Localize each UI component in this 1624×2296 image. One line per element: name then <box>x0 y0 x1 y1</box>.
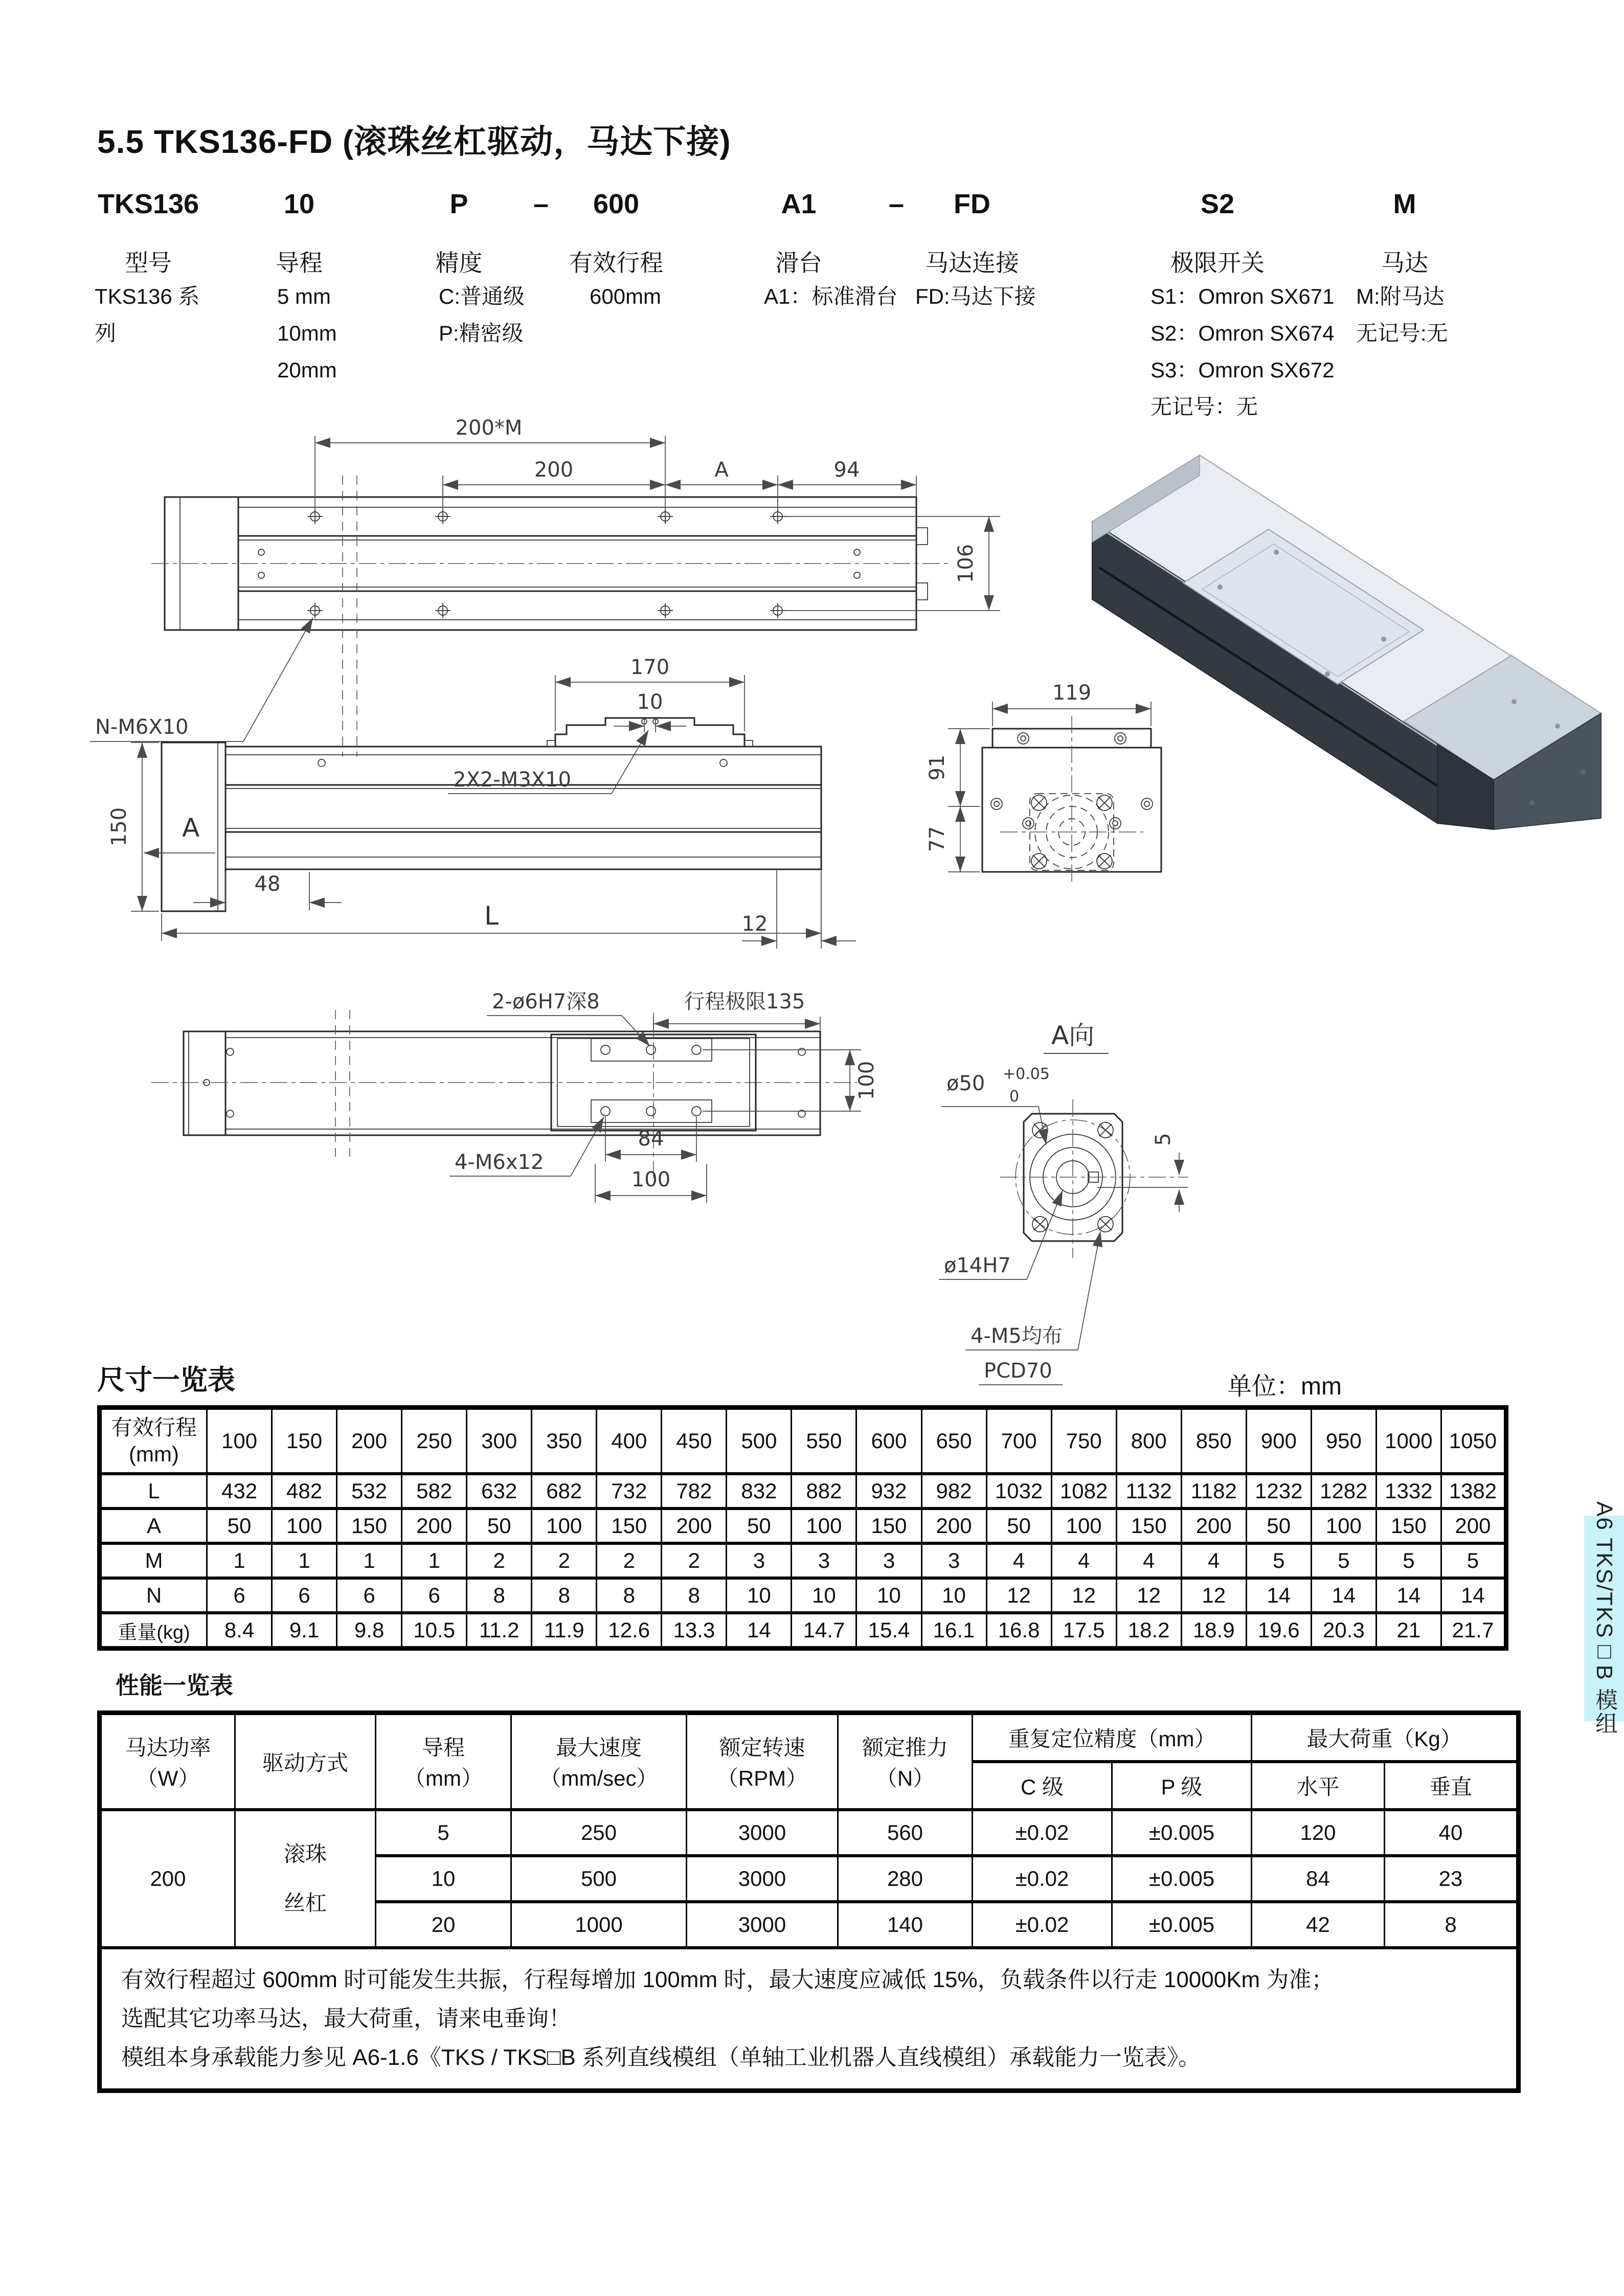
page-title <box>97 116 731 163</box>
perf-cell: 84 <box>1252 1856 1385 1902</box>
stroke-header-cell: 1050 <box>1441 1408 1506 1474</box>
dim-cell: 6 <box>272 1578 337 1613</box>
perf-cell: 500 <box>511 1856 687 1902</box>
code-options <box>1356 278 1453 352</box>
dim-table-row-N <box>100 1578 1506 1613</box>
code-value: 600 <box>593 189 640 219</box>
product-3d-render <box>1092 455 1601 829</box>
perf-h-horizontal: 水平 <box>1252 1762 1385 1810</box>
model-code-col-lead <box>266 188 337 389</box>
code-option: M:附马达 <box>1356 284 1445 308</box>
perf-drive-l1: 滚珠 <box>283 1842 327 1866</box>
section-side-tab <box>1584 1501 1624 1736</box>
dim-cell: 1032 <box>986 1474 1051 1509</box>
stroke-header-cell: 850 <box>1181 1408 1246 1474</box>
dim-cell: 6 <box>402 1578 467 1613</box>
dim-cell: 10 <box>856 1578 921 1613</box>
dim-cell: 16.8 <box>986 1613 1051 1649</box>
code-option: S1：Omron SX671 <box>1151 284 1335 308</box>
dim-cell: 1 <box>337 1543 402 1578</box>
model-code-col-stroke <box>565 188 667 315</box>
perf-notes-cell <box>100 1948 1519 2091</box>
perf-row-1 <box>100 1810 1519 1856</box>
stroke-header-cell: 150 <box>272 1408 337 1474</box>
dim-cell: 882 <box>792 1474 856 1509</box>
dim-cell: 12.6 <box>597 1613 662 1649</box>
dim-cell: 1 <box>402 1543 467 1578</box>
model-code-col-model <box>95 188 202 352</box>
code-value: A1 <box>781 189 817 219</box>
label-n-m6x10: N-M6X10 <box>95 715 189 739</box>
dim-cell: 9.8 <box>337 1613 402 1649</box>
dim-cell: 1332 <box>1376 1474 1441 1509</box>
dim-cell: 1082 <box>1051 1474 1116 1509</box>
dim-cell: 150 <box>856 1509 921 1543</box>
dim-119: 119 <box>1052 681 1092 705</box>
dim-cell: 150 <box>1116 1509 1181 1543</box>
perf-h-vertical: 垂直 <box>1385 1762 1519 1810</box>
dim-cell: 19.6 <box>1246 1613 1311 1649</box>
dim-cell: 100 <box>1051 1509 1116 1543</box>
dim-a: A <box>714 458 729 482</box>
row-label: 重量(kg) <box>100 1613 207 1649</box>
perf-note-line: 模组本身承载能力参见 A6-1.6《TKS / TKS□B 系列直线模组（单轴工业机器人直线模组）承载能力一览表》。 <box>121 2045 1201 2070</box>
perf-drive-type <box>235 1810 376 1948</box>
dim-cell: 150 <box>1376 1509 1441 1543</box>
code-option: TKS136 系列 <box>95 284 200 345</box>
dim-cell: 14 <box>1311 1578 1376 1613</box>
dim-cell: 4 <box>1181 1543 1246 1578</box>
dim-cell: 1132 <box>1116 1474 1181 1509</box>
code-option: 无记号：无 <box>1151 395 1258 419</box>
perf-cell: ±0.02 <box>973 1856 1112 1902</box>
a-view-title: A向 <box>1051 1021 1095 1050</box>
dim-cell: 18.9 <box>1181 1613 1246 1649</box>
perf-cell: 23 <box>1385 1856 1519 1902</box>
dim-cell: 3 <box>856 1543 921 1578</box>
perf-motor-power: 200 <box>100 1810 235 1948</box>
drawing-a-view <box>939 1021 1188 1385</box>
perf-cell: 42 <box>1252 1902 1385 1948</box>
perf-cell: 8 <box>1385 1902 1519 1948</box>
stroke-header-cell: 350 <box>532 1408 597 1474</box>
dim-cell: 2 <box>467 1543 532 1578</box>
code-value: TKS136 <box>97 189 199 219</box>
label-2-o6h7: 2-ø6H7深8 <box>492 990 600 1014</box>
dim-cell: 732 <box>597 1474 662 1509</box>
stroke-header-cell: 800 <box>1116 1408 1181 1474</box>
perf-h-speed <box>511 1713 687 1810</box>
code-options <box>430 278 525 352</box>
dim-cell: 200 <box>921 1509 986 1543</box>
dim-table-row-L <box>100 1474 1506 1509</box>
dim-cell: 8 <box>467 1578 532 1613</box>
dim-12: 12 <box>741 912 768 936</box>
stroke-header-cell: 450 <box>662 1408 727 1474</box>
dim-cell: 1282 <box>1311 1474 1376 1509</box>
perf-h-thrust-l1: 额定推力 <box>862 1736 948 1760</box>
stroke-header-cell: 400 <box>597 1408 662 1474</box>
row-label: M <box>100 1543 207 1578</box>
perf-cell: 20 <box>376 1902 511 1948</box>
code-option: 20mm <box>277 358 337 382</box>
code-value: S2 <box>1200 189 1235 219</box>
perf-cell: 10 <box>376 1856 511 1902</box>
perf-cell: 3000 <box>687 1810 838 1856</box>
code-option: FD:马达下接 <box>915 284 1036 308</box>
perf-table-title: 性能一览表 <box>116 1672 233 1699</box>
perf-cell: 560 <box>838 1810 973 1856</box>
code-option: 10mm <box>277 321 337 345</box>
dim-table-row-M <box>100 1543 1506 1578</box>
perf-cell: 140 <box>838 1902 973 1948</box>
code-option: C:普通级 <box>439 284 525 308</box>
dim-cell: 50 <box>1246 1509 1311 1543</box>
perf-cell: 3000 <box>687 1856 838 1902</box>
stroke-header-cell: 600 <box>856 1408 921 1474</box>
code-option: 无记号:无 <box>1356 321 1448 345</box>
dim-cell: 11.2 <box>467 1613 532 1649</box>
dim-cell: 9.1 <box>272 1613 337 1649</box>
dim-77: 77 <box>926 826 949 852</box>
dim-cell: 1382 <box>1441 1474 1506 1509</box>
perf-h-repeat: 重复定位精度（mm） <box>973 1713 1252 1762</box>
perf-notes-row <box>100 1948 1519 2091</box>
dimension-table <box>97 1405 1508 1651</box>
dim-cell: 1182 <box>1181 1474 1246 1509</box>
dim-200m: 200*M <box>455 416 523 440</box>
stroke-header-cell: 200 <box>337 1408 402 1474</box>
perf-h-rpm-l1: 额定转速 <box>719 1736 805 1760</box>
stroke-header-cell: 1000 <box>1376 1408 1441 1474</box>
dim-cell: 50 <box>727 1509 792 1543</box>
dim-cell: 50 <box>986 1509 1051 1543</box>
dim-cell: 200 <box>1441 1509 1506 1543</box>
dim-cell: 100 <box>272 1509 337 1543</box>
dim-cell: 482 <box>272 1474 337 1509</box>
code-dash-2: – <box>889 189 905 219</box>
dim-cell: 782 <box>662 1474 727 1509</box>
dim-cell: 1 <box>207 1543 272 1578</box>
stroke-header-cell: 750 <box>1051 1408 1116 1474</box>
dim-cell: 150 <box>337 1509 402 1543</box>
dim-cell: 2 <box>532 1543 597 1578</box>
dim-table-corner-line1: 有效行程 <box>110 1415 197 1439</box>
dim-table-corner-line2: (mm) <box>129 1442 179 1466</box>
code-options <box>95 278 202 352</box>
label-stroke-limit: 行程极限135 <box>684 990 805 1014</box>
dim-cell: 16.1 <box>921 1613 986 1649</box>
dim-table-header-row <box>100 1408 1506 1474</box>
dim-cell: 10 <box>727 1578 792 1613</box>
code-option: 600mm <box>590 284 662 308</box>
dim-91: 91 <box>926 754 949 781</box>
dim-cell: 12 <box>1051 1578 1116 1613</box>
dim-cell: 50 <box>467 1509 532 1543</box>
dim-cell: 1232 <box>1246 1474 1311 1509</box>
model-code-col-limit-switch <box>1151 188 1335 425</box>
perf-cell: 120 <box>1252 1810 1385 1856</box>
code-options <box>266 278 337 389</box>
dim-cell: 2 <box>597 1543 662 1578</box>
code-options <box>565 278 667 315</box>
dim-cell: 6 <box>337 1578 402 1613</box>
dim-cell: 11.9 <box>532 1613 597 1649</box>
code-value: M <box>1393 189 1416 219</box>
perf-h-drive: 驱动方式 <box>235 1713 376 1810</box>
stroke-header-cell: 550 <box>792 1408 856 1474</box>
dim-cell: 100 <box>1311 1509 1376 1543</box>
stroke-header-cell: 300 <box>467 1408 532 1474</box>
dim-cell: 21.7 <box>1441 1613 1506 1649</box>
dim-cell: 8 <box>662 1578 727 1613</box>
dim-cell: 50 <box>207 1509 272 1543</box>
perf-h-lead <box>376 1713 511 1810</box>
dim-cell: 17.5 <box>1051 1613 1116 1649</box>
dim-cell: 150 <box>597 1509 662 1543</box>
dim-170: 170 <box>630 656 670 679</box>
stroke-header-cell: 700 <box>986 1408 1051 1474</box>
dim-100-side: 100 <box>855 1061 878 1100</box>
dim-cell: 2 <box>662 1543 727 1578</box>
perf-h-motor <box>100 1713 235 1810</box>
perf-cell: ±0.02 <box>973 1902 1112 1948</box>
code-dash-1: – <box>533 189 549 219</box>
perf-h-motor-l2: （W） <box>136 1766 200 1790</box>
code-option: 5 mm <box>277 284 331 308</box>
perf-note-line: 选配其它功率马达，最大荷重，请来电垂询！ <box>121 2006 571 2031</box>
code-label: 型号 <box>125 250 172 276</box>
dim-cell: 932 <box>856 1474 921 1509</box>
code-option: P:精密级 <box>439 321 524 345</box>
dim-cell: 632 <box>467 1474 532 1509</box>
model-code-col-motor-conn <box>915 188 1036 315</box>
dim-cell: 10.5 <box>402 1613 467 1649</box>
perf-h-motor-l1: 马达功率 <box>125 1736 211 1760</box>
code-label: 导程 <box>276 250 323 276</box>
perf-cell: 280 <box>838 1856 973 1902</box>
stroke-header-cell: 100 <box>207 1408 272 1474</box>
perf-h-p: P 级 <box>1112 1762 1252 1810</box>
drawing-top-view <box>90 416 1000 757</box>
stroke-header-cell: 500 <box>727 1408 792 1474</box>
perf-h-lead-l2: （mm） <box>404 1766 483 1790</box>
dim-cell: 582 <box>402 1474 467 1509</box>
label-4-m6x12: 4-M6x12 <box>455 1151 544 1174</box>
dim-cell: 12 <box>986 1578 1051 1613</box>
dim-l: L <box>484 901 499 931</box>
dim-cell: 6 <box>207 1578 272 1613</box>
dim-cell: 13.3 <box>662 1613 727 1649</box>
dim-table-unit: 单位：mm <box>1227 1373 1342 1400</box>
perf-h-speed-l1: 最大速度 <box>555 1736 642 1760</box>
drawing-side-view <box>107 656 856 949</box>
perf-cell: ±0.005 <box>1112 1902 1252 1948</box>
dim-table-row-A <box>100 1509 1506 1543</box>
dim-150: 150 <box>107 807 131 847</box>
dim-10: 10 <box>637 690 663 714</box>
page-title-suffix: (滚珠丝杠驱动，马达下接) <box>342 123 731 160</box>
code-options <box>756 278 898 315</box>
label-a-arrow: A <box>182 813 200 843</box>
code-value: FD <box>954 189 990 219</box>
dim-48: 48 <box>254 872 281 896</box>
row-label: A <box>100 1509 207 1543</box>
code-label: 马达 <box>1381 250 1428 276</box>
perf-h-thrust <box>838 1713 973 1810</box>
stroke-header-cell: 900 <box>1246 1408 1311 1474</box>
dim-200: 200 <box>534 458 574 482</box>
perf-h-thrust-l2: （N） <box>875 1766 935 1790</box>
label-o50-dn: 0 <box>1009 1088 1020 1106</box>
row-label: L <box>100 1474 207 1509</box>
dim-84: 84 <box>638 1127 664 1151</box>
perf-h-lead-l1: 导程 <box>421 1736 465 1760</box>
code-label: 有效行程 <box>569 250 663 276</box>
code-option: S2：Omron SX674 <box>1151 321 1335 345</box>
drawing-bottom-view <box>151 990 878 1203</box>
code-label: 滑台 <box>775 250 822 276</box>
code-label: 马达连接 <box>925 250 1019 276</box>
dim-cell: 532 <box>337 1474 402 1509</box>
dim-cell: 20.3 <box>1311 1613 1376 1649</box>
dim-cell: 982 <box>921 1474 986 1509</box>
dim-cell: 21 <box>1376 1613 1441 1649</box>
dim-cell: 10 <box>921 1578 986 1613</box>
dim-table-row-weight <box>100 1613 1506 1649</box>
dim-cell: 3 <box>727 1543 792 1578</box>
dim-table-title: 尺寸一览表 <box>97 1365 235 1395</box>
label-o50-up: +0.05 <box>1003 1065 1050 1083</box>
dim-cell: 200 <box>662 1509 727 1543</box>
section-side-tab-label: A6 TKS/TKS□B 模组 <box>1592 1501 1617 1736</box>
dim-cell: 18.2 <box>1116 1613 1181 1649</box>
row-label: N <box>100 1578 207 1613</box>
dim-cell: 8.4 <box>207 1613 272 1649</box>
perf-cell: 1000 <box>511 1902 687 1948</box>
dim-cell: 14 <box>1246 1578 1311 1613</box>
dim-cell: 200 <box>402 1509 467 1543</box>
perf-h-speed-l2: （mm/sec） <box>539 1766 658 1790</box>
perf-cell: 40 <box>1385 1810 1519 1856</box>
label-pcd70: PCD70 <box>984 1359 1052 1383</box>
dim-cell: 3 <box>921 1543 986 1578</box>
dim-cell: 832 <box>727 1474 792 1509</box>
stroke-header-cell: 250 <box>402 1408 467 1474</box>
dim-cell: 4 <box>1116 1543 1181 1578</box>
dim-cell: 15.4 <box>856 1613 921 1649</box>
perf-cell: ±0.02 <box>973 1810 1112 1856</box>
page-title-main: 5.5 TKS136-FD <box>97 123 333 160</box>
dim-cell: 3 <box>792 1543 856 1578</box>
code-options <box>915 278 1036 315</box>
dim-cell: 5 <box>1311 1543 1376 1578</box>
code-value: P <box>449 189 468 219</box>
dim-cell: 14 <box>1376 1578 1441 1613</box>
perf-h-c: C 级 <box>973 1762 1112 1810</box>
perf-note-line: 有效行程超过 600mm 时可能发生共振，行程每增加 100mm 时，最大速度应减低 15%，负载条件以行走 10000Km 为准； <box>121 1967 1334 1992</box>
dim-5: 5 <box>1152 1133 1175 1146</box>
dim-100: 100 <box>631 1168 671 1191</box>
dim-cell: 5 <box>1246 1543 1311 1578</box>
dim-cell: 8 <box>532 1578 597 1613</box>
perf-h-rpm <box>687 1713 838 1810</box>
dim-94: 94 <box>833 458 860 482</box>
drawing-end-view <box>926 681 1161 885</box>
stroke-header-cell: 650 <box>921 1408 986 1474</box>
dim-cell: 682 <box>532 1474 597 1509</box>
dim-cell: 5 <box>1441 1543 1506 1578</box>
dim-cell: 1 <box>272 1543 337 1578</box>
perf-drive-l2: 丝杠 <box>283 1891 327 1915</box>
model-code-col-precision <box>430 188 525 352</box>
code-label: 极限开关 <box>1170 250 1265 276</box>
dim-106: 106 <box>954 544 978 583</box>
dim-cell: 12 <box>1181 1578 1246 1613</box>
perf-cell: 250 <box>511 1810 687 1856</box>
dim-cell: 5 <box>1376 1543 1441 1578</box>
dim-cell: 10 <box>792 1578 856 1613</box>
code-label: 精度 <box>435 250 483 276</box>
dim-cell: 4 <box>986 1543 1051 1578</box>
model-code-col-slider <box>756 188 898 315</box>
label-o14h7: ø14H7 <box>944 1254 1011 1277</box>
performance-table <box>97 1710 1521 2093</box>
code-value: 10 <box>283 189 315 219</box>
dim-cell: 4 <box>1051 1543 1116 1578</box>
model-code-col-motor <box>1356 188 1453 352</box>
stroke-header-cell: 950 <box>1311 1408 1376 1474</box>
dim-cell: 100 <box>532 1509 597 1543</box>
perf-cell: ±0.005 <box>1112 1810 1252 1856</box>
dim-cell: 432 <box>207 1474 272 1509</box>
dim-cell: 8 <box>597 1578 662 1613</box>
code-option: A1：标准滑台 <box>764 284 898 308</box>
dim-cell: 200 <box>1181 1509 1246 1543</box>
label-o50: ø50 <box>946 1072 985 1095</box>
dim-table-corner <box>100 1408 207 1474</box>
label-4-m5: 4-M5均布 <box>971 1324 1063 1348</box>
dim-cell: 12 <box>1116 1578 1181 1613</box>
dim-cell: 14 <box>727 1613 792 1649</box>
code-option: S3：Omron SX672 <box>1151 358 1335 382</box>
perf-h-rpm-l2: （RPM） <box>716 1766 808 1790</box>
perf-cell: 3000 <box>687 1902 838 1948</box>
label-2x2-m3x10: 2X2-M3X10 <box>453 768 571 792</box>
perf-header-row-1 <box>100 1713 1519 1762</box>
perf-h-load: 最大荷重（Kg） <box>1252 1713 1519 1762</box>
dim-cell: 14.7 <box>792 1613 856 1649</box>
perf-cell: 5 <box>376 1810 511 1856</box>
dim-cell: 14 <box>1441 1578 1506 1613</box>
perf-cell: ±0.005 <box>1112 1856 1252 1902</box>
dim-cell: 100 <box>792 1509 856 1543</box>
